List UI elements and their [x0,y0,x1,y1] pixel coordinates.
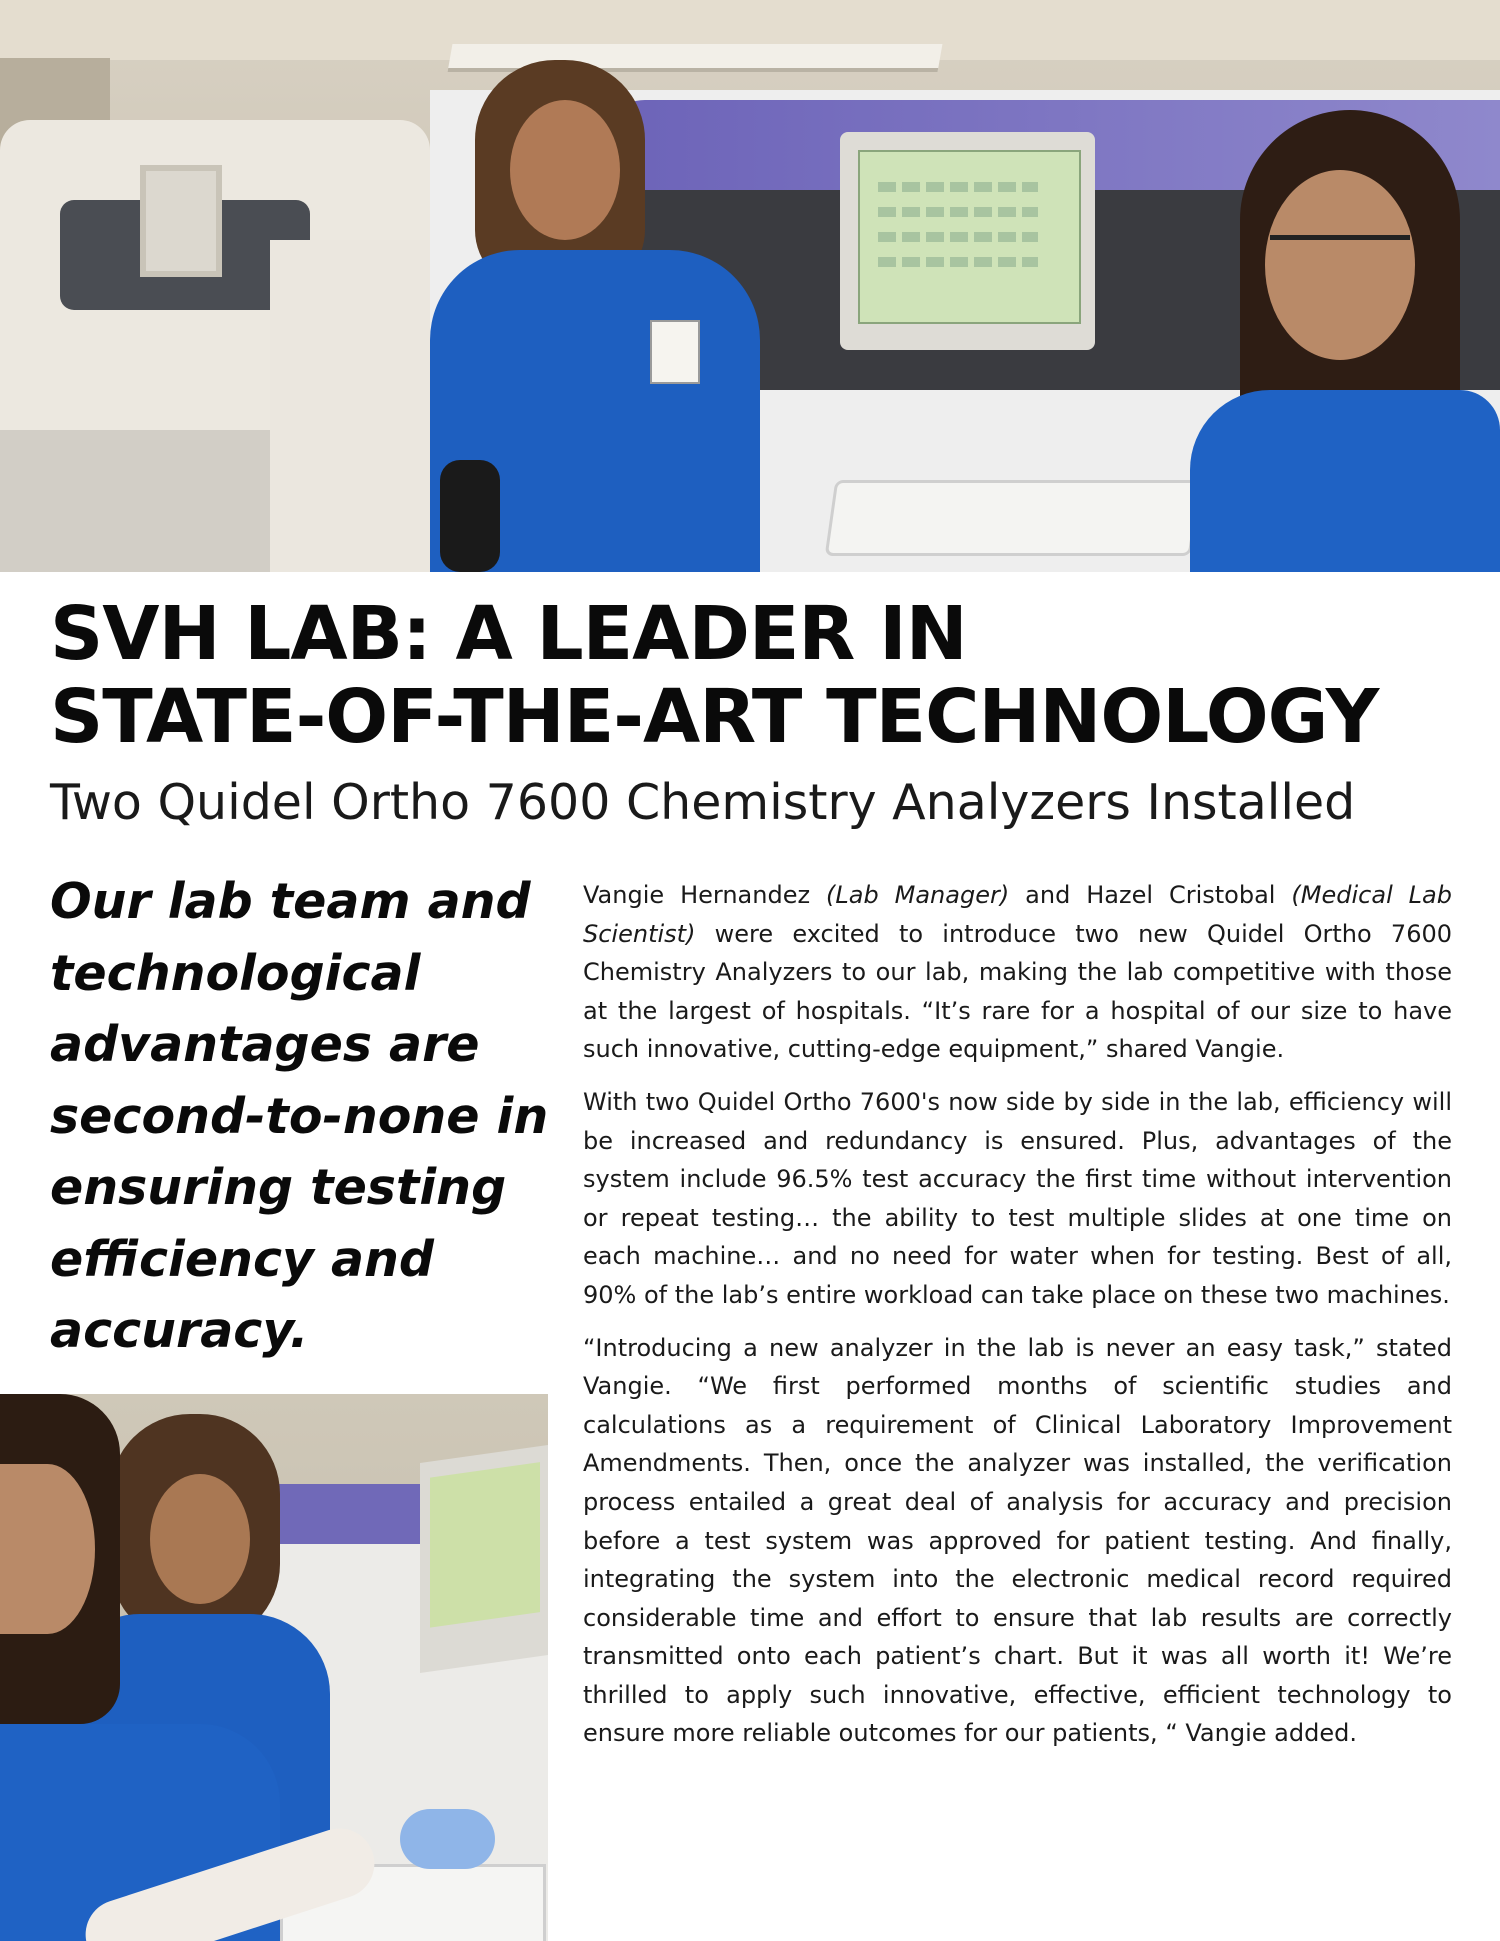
lab-team-photo [0,1394,548,1941]
glasses-icon [1270,235,1410,276]
analyzer-monitor [420,1445,548,1673]
pull-quote: Our lab team and technological advantages are second-to-none in ensuring testing efficiency and accuracy. [50,873,549,1359]
keyboard [825,480,1202,556]
page-subtitle: Two Quidel Ortho 7600 Chemistry Analyzers Installed [50,774,1356,831]
small-monitor [140,165,222,277]
gloved-hand [400,1809,495,1869]
paragraph-2: With two Quidel Ortho 7600's now side by side in the lab, efficiency will be increased and redundancy is ensured. Plus, advantages of the system include 96.5% test accuracy the first time without intervention or repeat testing… the ability to test multiple slides at one time on each machine… and no need for water when for testing. Best of all, 90% of the lab’s entire workload can take place on these two machines. [583,1087,1452,1309]
lab-scientist-figure [1190,110,1500,572]
title-line-1: SVH LAB: A LEADER IN [50,591,967,677]
article-body [583,876,1452,1767]
monitor-screen [858,150,1081,324]
paragraph-1: Vangie Hernandez (Lab Manager) and Hazel Cristobal (Medical Lab Scientist) were excited to introduce two new Quidel Ortho 7600 Chemistry Analyzers to our lab, making the lab competitive with those at the largest of hospitals. “It’s rare for a hospital of our size to have such innovative, cutting-edge equipment,” shared Vangie. [583,881,1452,1064]
lab-manager-figure [430,60,770,572]
hero-photo [0,0,1500,572]
page-title [50,593,1470,759]
id-badge [650,320,700,384]
lab-counter [0,430,270,572]
title-line-2: STATE-OF-THE-ART TECHNOLOGY [50,674,1379,760]
cabinet [270,240,430,572]
analyzer-monitor [840,132,1095,350]
paragraph-3: “Introducing a new analyzer in the lab is never an easy task,” stated Vangie. “We first performed months of scientific studies and calculations as a requirement of Clinical Laboratory Improvement Amendments. Then, once the analyzer was installed, the verification process entailed a great deal of analysis for accuracy and precision before a test system was approved for patient testing. And finally, integrating the system into the electronic medical record required considerable time and effort to ensure that lab results are correctly transmitted onto each patient’s chart. But it was all worth it! We’re thrilled to apply such innovative, effective, efficient technology to ensure more reliable outcomes for our patients, “ Vangie added. [583,1333,1452,1748]
